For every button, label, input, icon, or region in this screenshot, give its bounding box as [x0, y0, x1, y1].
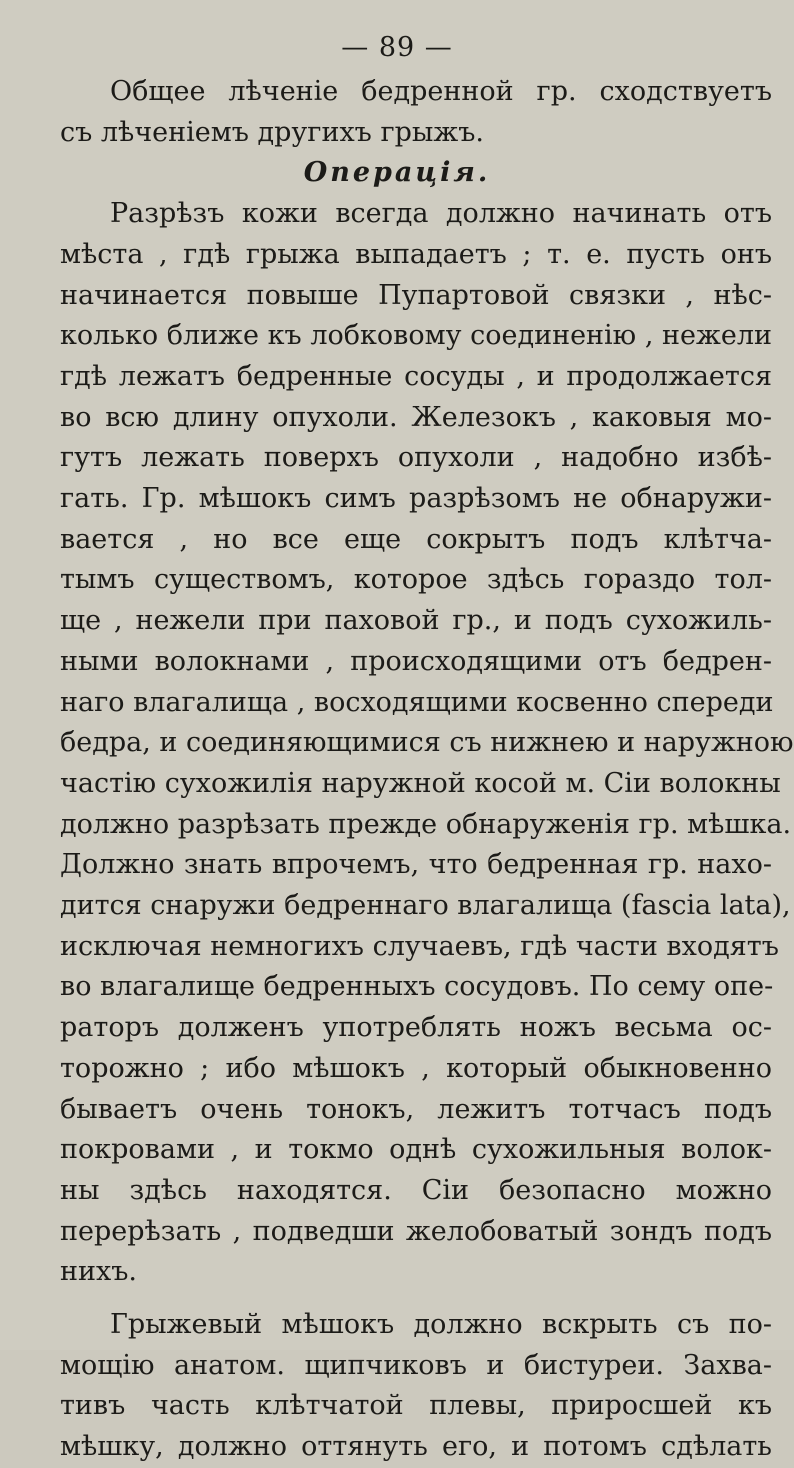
text-line: гдѣ лежатъ бедренные сосуды , и продолжается: [60, 360, 772, 392]
text-line: начинается повыше Пупартовой связки , нѣс-: [60, 279, 772, 311]
text-line: ще , нежели при паховой гр., и подъ сухожиль-: [60, 605, 772, 637]
text-line: мѣшку, должно оттянуть его, и потомъ сдѣлать: [60, 1431, 772, 1463]
text-line: Общее лѣченіе бедренной гр. сходствуетъ: [110, 76, 772, 107]
text-line: гутъ лежать поверхъ опухоли , надобно избѣ-: [60, 442, 772, 474]
text-line: вается , но все еще сокрытъ подъ клѣтча-: [60, 523, 772, 555]
text-line: ными волокнами , происходящими отъ бедрен-: [60, 645, 772, 677]
text-line: тымъ существомъ, которое здѣсь гораздо тол-: [60, 564, 772, 596]
text-line: гать. Гр. мѣшокъ симъ разрѣзомъ не обнаружи-: [60, 483, 772, 514]
text-line: дится снаружи бедреннаго влагалища (fascia lata),: [60, 890, 791, 921]
text-line: колько ближе къ лобковому соединенію , нежели: [60, 320, 772, 352]
text-line: Разрѣзъ кожи всегда должно начинать отъ: [110, 198, 772, 230]
text-line: раторъ долженъ употреблять ножъ весьма ос-: [60, 1012, 772, 1044]
text-line: Грыжевый мѣшокъ должно вскрыть съ по-: [110, 1309, 772, 1340]
text-line: исключая немногихъ случаевъ, гдѣ части входятъ: [60, 930, 779, 962]
text-line: бедра, и соединяющимися съ нижнею и наружною: [60, 727, 794, 759]
section-heading: Операція.: [303, 157, 491, 189]
text-line: должно разрѣзать прежде обнаруженія гр. мѣшка.: [60, 808, 792, 840]
text-line: съ лѣченіемъ другихъ грыжъ.: [60, 116, 484, 148]
text-line: во всю длину опухоли. Железокъ , каковыя мо-: [60, 401, 772, 433]
text-line: мѣста , гдѣ грыжа выпадаетъ ; т. е. пусть онъ: [60, 238, 772, 270]
text-line: ны здѣсь находятся. Сіи безопасно можно: [60, 1174, 772, 1206]
text-line: частію сухожилія наружной косой м. Сіи волокны: [60, 767, 781, 799]
text-line: нихъ.: [60, 1256, 137, 1288]
text-line: бываетъ очень тонокъ, лежитъ тотчасъ подъ: [60, 1093, 772, 1125]
text-line: тивъ часть клѣтчатой плевы, приросшей къ: [60, 1390, 772, 1422]
text-line: Должно знать впрочемъ, что бедренная гр. нахо-: [60, 849, 772, 881]
text-line: покровами , и токмо однѣ сухожильныя волок-: [60, 1134, 772, 1166]
text-line: перерѣзать , подведши желобоватый зондъ подъ: [60, 1215, 772, 1247]
text-line: во влагалище бедренныхъ сосудовъ. По сему опе-: [60, 971, 774, 1003]
page-number: — 89 —: [341, 32, 453, 63]
text-line: торожно ; ибо мѣшокъ , который обыкновенно: [60, 1052, 772, 1084]
text-line: наго влагалища , восходящими косвенно спереди: [60, 686, 774, 718]
text-line: мощію анатом. щипчиковъ и бистуреи. Захва-: [60, 1349, 772, 1381]
